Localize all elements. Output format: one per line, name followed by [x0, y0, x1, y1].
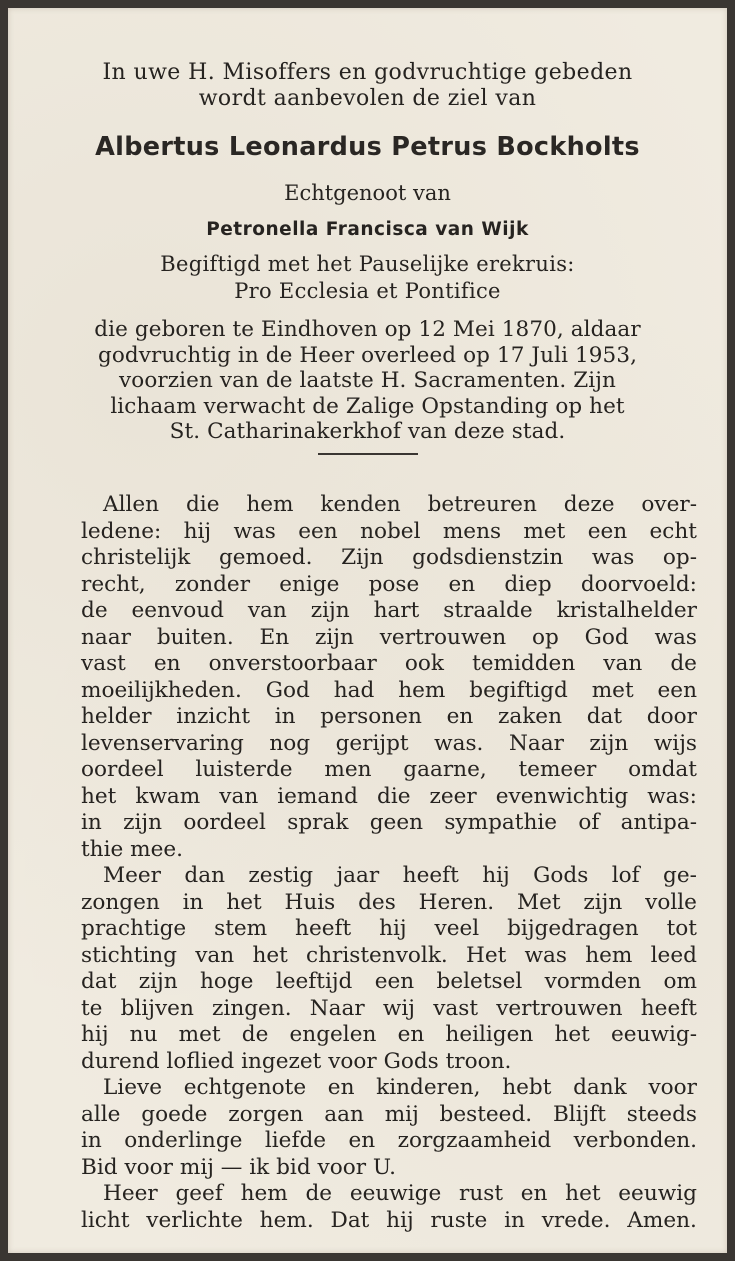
eulogy-word: door: [646, 704, 697, 729]
eulogy-word: nu: [129, 1022, 158, 1047]
eulogy-line: [81, 996, 697, 1023]
eulogy-word: prachtige: [81, 916, 187, 941]
eulogy-word: van: [195, 942, 235, 968]
eulogy-word: steeds: [626, 1101, 697, 1127]
eulogy-word: zijn: [123, 810, 163, 835]
eulogy-word: het: [565, 1181, 601, 1206]
eulogy-word: heeft: [640, 995, 697, 1021]
eulogy-word: en: [327, 1075, 355, 1100]
eulogy-word: eenvoud: [131, 598, 224, 623]
eulogy-word: het: [81, 783, 117, 809]
eulogy-word: was: [591, 545, 635, 570]
eulogy-word: pose: [368, 571, 420, 597]
spouse-name: Petronella Francisca van Wijk: [206, 219, 529, 240]
eulogy-word: Meer: [103, 863, 161, 888]
eulogy-word: over-: [641, 492, 697, 517]
eulogy-word: lof: [611, 863, 640, 888]
eulogy-line: [81, 1022, 697, 1049]
eulogy-word: Naar: [309, 995, 365, 1021]
eulogy-word: zijn: [589, 730, 629, 756]
eulogy-word: jaar: [336, 863, 380, 888]
eulogy-word: in: [182, 889, 204, 915]
eulogy-line: [81, 810, 697, 837]
bio-line: die geboren te Eindhoven op 12 Mei 1870, aldaar: [94, 317, 641, 342]
eulogy-word: en: [520, 1181, 548, 1206]
eulogy-word: zorgen: [228, 1101, 304, 1127]
eulogy-line: [81, 519, 697, 546]
eulogy-word: Amen.: [627, 1207, 697, 1233]
eulogy-word: hem.: [259, 1207, 314, 1233]
deceased-name: Albertus Leonardus Petrus Bockholts: [95, 132, 640, 162]
eulogy-line: [81, 678, 697, 705]
eulogy-word: in: [504, 1207, 525, 1233]
eulogy-line: durend loflied ingezet voor Gods troon.: [81, 1048, 512, 1074]
honor-text: [8, 251, 727, 305]
eulogy-word: dat: [586, 704, 623, 729]
eulogy-word: was: [233, 518, 276, 544]
eulogy-word: van: [603, 651, 643, 676]
eulogy-word: iemand: [277, 783, 359, 809]
eulogy-word: straalde: [443, 598, 533, 623]
eulogy-line: [81, 1102, 697, 1129]
eulogy-word: Heer: [103, 1181, 158, 1206]
eulogy-word: vast: [433, 995, 479, 1021]
eulogy-word: buiten.: [156, 624, 234, 650]
eulogy-word: heeft: [295, 916, 352, 941]
eulogy-word: tot: [666, 916, 697, 941]
eulogy-word: Huis: [284, 889, 336, 915]
eulogy-word: een: [374, 969, 415, 994]
honor-line: Pro Ecclesia et Pontifice: [234, 279, 501, 303]
bio-line: St. Catharinakerkhof van deze stad.: [169, 419, 566, 444]
eulogy-word: zonder: [174, 571, 251, 597]
eulogy-word: geef: [175, 1181, 223, 1206]
eulogy-word: personen: [320, 704, 422, 729]
eulogy-word: kristalhelder: [556, 598, 697, 623]
eulogy-word: kwam: [135, 783, 201, 809]
eulogy-word: gerijpt: [335, 730, 409, 756]
eulogy-word: het: [226, 889, 262, 915]
eulogy-word: zijn: [315, 624, 354, 650]
eulogy-word: kenden: [320, 492, 401, 517]
eulogy-word: beletsel: [436, 969, 523, 994]
eulogy-word: hij: [386, 1207, 414, 1233]
eulogy-word: temeer: [518, 757, 597, 782]
eulogy-word: dan: [184, 863, 226, 888]
eulogy-line: [81, 651, 697, 678]
eulogy-word: God: [584, 624, 629, 650]
eulogy-word: de: [305, 1181, 333, 1206]
intro-text: [8, 60, 727, 112]
eulogy-word: van: [247, 598, 287, 623]
eulogy-word: geen: [369, 810, 424, 835]
eulogy-word: begiftigd: [469, 677, 568, 703]
eulogy-word: zijn: [583, 889, 623, 915]
eulogy-word: de: [670, 651, 697, 676]
eulogy-word: wijs: [653, 730, 697, 756]
eulogy-word: ge-: [663, 863, 697, 888]
eulogy-word: en: [446, 704, 474, 729]
eulogy-word: en: [153, 651, 181, 676]
eulogy-word: vertrouwen: [496, 995, 623, 1021]
eulogy-word: deze: [563, 492, 615, 517]
eulogy-word: Dat: [330, 1207, 370, 1233]
eulogy-word: hebt: [502, 1075, 552, 1100]
eulogy-word: Met: [516, 889, 561, 915]
eulogy-word: heeft: [402, 863, 459, 888]
eulogy-line: Bid voor mij — ik bid voor U.: [81, 1154, 396, 1180]
eulogy-word: vast: [81, 651, 126, 676]
eulogy-line: [81, 943, 697, 970]
eulogy-word: hij: [379, 916, 407, 941]
eulogy-line: [81, 598, 697, 625]
eulogy-word: het: [252, 942, 288, 968]
eulogy-line: [81, 625, 697, 652]
eulogy-word: met: [523, 518, 566, 544]
eulogy-word: hoge: [199, 969, 254, 994]
eulogy-word: had: [333, 677, 375, 703]
eulogy-word: blijven: [120, 995, 194, 1021]
eulogy-word: was.: [434, 730, 484, 756]
eulogy-word: luisterde: [195, 757, 293, 782]
eulogy-word: sprak: [287, 810, 349, 835]
eulogy-word: goede: [141, 1101, 208, 1127]
eulogy-word: hij: [81, 1022, 109, 1047]
eulogy-line: [103, 1075, 697, 1102]
eulogy-word: Heren.: [418, 889, 495, 915]
eulogy-word: En: [259, 624, 290, 650]
eulogy-word: ledene:: [81, 518, 162, 544]
eulogy-word: alle: [81, 1101, 121, 1127]
eulogy-word: Naar: [508, 730, 564, 756]
eulogy-word: leed: [650, 942, 697, 968]
eulogy-word: in: [81, 1128, 102, 1153]
eulogy-word: mens: [442, 518, 502, 544]
eulogy-word: vrede.: [541, 1207, 611, 1233]
eulogy-word: voor: [648, 1075, 697, 1100]
eulogy-word: rust: [459, 1181, 504, 1206]
eulogy-word: vormden: [544, 969, 642, 994]
eulogy-word: liefde: [264, 1128, 327, 1153]
eulogy-word: echtgenote: [183, 1075, 307, 1100]
eulogy-word: besteed.: [439, 1101, 533, 1127]
eulogy-word: een: [657, 677, 697, 703]
eulogy-word: op-: [662, 545, 697, 570]
eulogy-word: godsdienstzin: [412, 545, 564, 570]
eulogy-word: oordeel: [183, 810, 266, 835]
eulogy-word: hem: [585, 942, 633, 968]
eulogy-word: God: [265, 677, 310, 703]
eulogy-word: Zijn: [341, 545, 384, 570]
eulogy-word: leeftijd: [275, 969, 353, 994]
eulogy-word: heiligen: [445, 1022, 534, 1047]
eulogy-word: hij: [482, 863, 510, 888]
eulogy-word: bijgedragen: [507, 916, 639, 941]
eulogy-line: [81, 731, 697, 758]
eulogy-word: die: [185, 492, 220, 517]
eulogy-word: verbonden.: [573, 1128, 697, 1153]
eulogy-word: zijn: [138, 969, 178, 994]
eulogy-word: veel: [434, 916, 480, 941]
eulogy-word: kinderen,: [376, 1075, 481, 1100]
eulogy-word: stem: [214, 916, 268, 941]
eulogy-word: en: [397, 1022, 425, 1047]
eulogy-word: ook: [404, 651, 444, 676]
eulogy-word: zeer: [429, 783, 477, 809]
eulogy-word: hem: [246, 492, 294, 517]
eulogy-word: een: [587, 518, 628, 544]
eulogy-word: hart: [373, 598, 420, 623]
eulogy-word: nog: [269, 730, 311, 756]
spouse-label: Echtgenoot van: [284, 181, 451, 205]
intro-line: wordt aanbevolen de ziel van: [198, 86, 537, 111]
eulogy-word: op: [531, 624, 559, 650]
eulogy-word: te: [81, 995, 103, 1021]
eulogy-word: des: [358, 889, 396, 915]
eulogy-word: zongen: [81, 889, 160, 915]
intro-line: In uwe H. Misoffers en godvruchtige gebeden: [102, 60, 633, 85]
eulogy-word: inzicht: [176, 704, 251, 729]
bio-line: lichaam verwacht de Zalige Opstanding op het: [110, 393, 625, 419]
memorial-card: [8, 8, 727, 1253]
eulogy-word: aan: [324, 1101, 364, 1127]
eulogy-word: de: [81, 598, 108, 623]
eulogy-word: diep: [504, 571, 552, 597]
eulogy-word: was:: [647, 783, 697, 809]
eulogy-line: [81, 1208, 697, 1235]
eulogy-word: zingen.: [212, 995, 292, 1021]
eulogy-word: en: [348, 1128, 376, 1153]
eulogy-line: thie mee.: [81, 836, 184, 862]
eulogy-word: christelijk: [81, 545, 191, 570]
eulogy-word: antipa-: [620, 810, 697, 835]
eulogy-word: zestig: [248, 863, 314, 888]
eulogy-word: of: [578, 810, 600, 835]
eulogy-word: stichting: [81, 942, 177, 968]
eulogy-word: Allen: [103, 492, 160, 517]
eulogy-word: met: [591, 677, 634, 703]
eulogy-line: [81, 545, 697, 572]
eulogy-word: eeuwig-: [611, 1022, 697, 1047]
eulogy-word: nobel: [360, 518, 421, 544]
eulogy-word: zorgzaamheid: [397, 1128, 552, 1153]
eulogy-word: en: [448, 571, 476, 597]
eulogy-word: levenservaring: [81, 730, 244, 756]
eulogy-word: eeuwige: [349, 1181, 442, 1206]
divider-rule: [318, 453, 418, 455]
biography: [8, 317, 727, 445]
eulogy-word: om: [663, 969, 697, 994]
eulogy-word: dat: [81, 969, 117, 994]
eulogy-word: men: [324, 757, 372, 782]
eulogy-line: [81, 572, 697, 599]
eulogy-word: was: [524, 942, 567, 968]
eulogy-word: recht,: [81, 571, 146, 597]
bio-line: godvruchtig in de Heer overleed op 17 Juli 1953,: [97, 342, 638, 368]
eulogy-word: helder: [81, 704, 152, 729]
eulogy-word: zaken: [497, 704, 562, 729]
eulogy-word: gaarne,: [403, 757, 487, 782]
eulogy-line: [81, 704, 697, 731]
eulogy-word: betreuren: [427, 492, 537, 517]
eulogy-word: gemoed.: [218, 545, 313, 570]
eulogy-line: [103, 492, 697, 519]
eulogy-line: [81, 969, 697, 996]
eulogy-line: [81, 757, 697, 784]
eulogy-word: was: [654, 624, 697, 650]
eulogy-word: die: [377, 783, 411, 809]
eulogy-line: [103, 863, 697, 890]
eulogy-word: hem: [398, 677, 446, 703]
eulogy-line: [81, 890, 697, 917]
eulogy-word: van: [219, 783, 259, 809]
eulogy-word: vertrouwen: [379, 624, 507, 650]
eulogy-word: mij: [384, 1101, 419, 1127]
honor-line: Begiftigd met het Pauselijke erekruis:: [160, 252, 575, 276]
eulogy-word: hij: [183, 518, 212, 544]
eulogy-word: onverstoorbaar: [208, 651, 377, 676]
eulogy-word: hem: [240, 1181, 288, 1206]
eulogy-word: in: [81, 810, 102, 835]
eulogy-word: Gods: [533, 863, 589, 888]
eulogy-word: een: [298, 518, 338, 544]
eulogy-word: naar: [81, 624, 131, 650]
eulogy-word: in: [274, 704, 296, 729]
eulogy-word: eeuwig: [618, 1181, 697, 1206]
eulogy-word: evenwichtig: [495, 783, 629, 809]
eulogy-word: licht: [81, 1207, 130, 1233]
eulogy-word: oordeel: [81, 757, 164, 782]
eulogy-line: [81, 1128, 697, 1155]
eulogy-line: [81, 916, 697, 943]
eulogy-word: Het: [466, 942, 507, 968]
eulogy-word: wij: [382, 995, 416, 1021]
eulogy-word: moeilijkheden.: [81, 677, 242, 703]
eulogy-word: temidden: [472, 651, 576, 676]
eulogy-word: Blijft: [552, 1101, 606, 1127]
eulogy-word: doorvoeld:: [580, 571, 697, 597]
eulogy-word: de: [241, 1022, 269, 1047]
eulogy-line: [81, 784, 697, 811]
eulogy-word: dank: [573, 1075, 627, 1100]
eulogy-word: verlichte: [146, 1207, 243, 1233]
eulogy-word: christenvolk.: [306, 942, 448, 968]
eulogy-word: onderlinge: [124, 1128, 243, 1153]
eulogy-word: volle: [645, 889, 697, 915]
eulogy-word: sympathie: [444, 810, 558, 835]
eulogy-word: ruste: [430, 1207, 488, 1233]
eulogy-word: zijn: [310, 598, 350, 623]
eulogy-word: enige: [279, 571, 340, 597]
eulogy-word: omdat: [628, 757, 697, 782]
eulogy-word: echt: [649, 518, 697, 544]
eulogy-line: [103, 1181, 697, 1208]
eulogy-word: engelen: [289, 1022, 377, 1047]
bio-line: voorzien van de laatste H. Sacramenten. Zijn: [119, 368, 616, 393]
eulogy-word: het: [554, 1022, 590, 1047]
eulogy-word: Lieve: [103, 1075, 163, 1100]
eulogy-word: met: [178, 1022, 221, 1047]
eulogy-text: [8, 492, 727, 1234]
